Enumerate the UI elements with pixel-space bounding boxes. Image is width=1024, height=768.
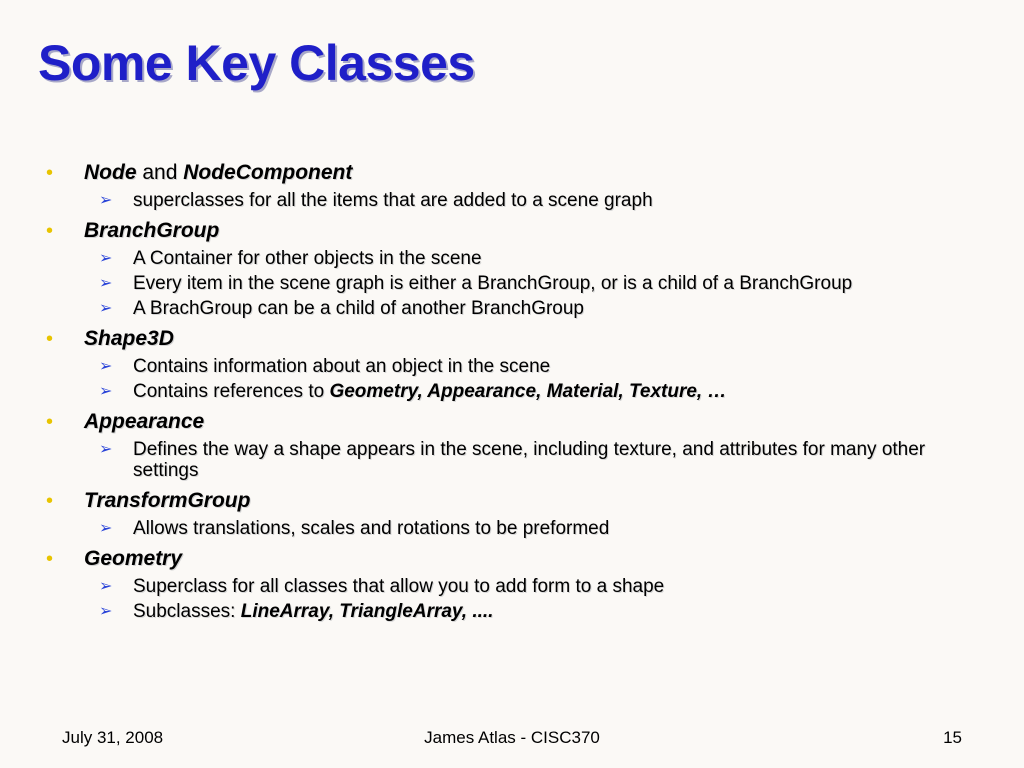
arrow-bullet-icon: ➢: [99, 250, 113, 267]
arrow-bullet-icon: ➢: [99, 275, 113, 292]
sub-bullet: [46, 248, 976, 269]
sub-bullet-text: Every item in the scene graph is either a BranchGroup, or is a child of a BranchGroup: [133, 273, 853, 294]
sub-bullet-emphasis: LineArray, TriangleArray, ....: [240, 601, 494, 622]
sub-bullet-text: Contains information about an object in the scene: [133, 356, 551, 377]
circle-bullet-icon: •: [46, 162, 54, 184]
sub-bullet: [46, 518, 976, 539]
arrow-bullet-icon: ➢: [99, 578, 113, 595]
arrow-bullet-icon: ➢: [99, 441, 113, 458]
footer-date: July 31, 2008: [62, 728, 164, 747]
footer-page-number: 15: [943, 728, 962, 747]
arrow-bullet-icon: ➢: [99, 300, 113, 317]
bullet-appearance: [46, 409, 976, 435]
sub-bullet-text: Allows translations, scales and rotations to be preformed: [133, 518, 610, 539]
circle-bullet-icon: •: [46, 411, 54, 433]
arrow-bullet-icon: ➢: [99, 520, 113, 537]
sub-bullet: [46, 298, 976, 319]
sub-bullet-text: Superclass for all classes that allow you to add form to a shape: [133, 576, 665, 597]
sub-bullet-text: A Container for other objects in the scene: [133, 248, 482, 269]
sub-bullet: [46, 356, 976, 377]
sub-bullet-text: Subclasses:: [133, 601, 241, 622]
bullet-shape3d: [46, 326, 976, 352]
arrow-bullet-icon: ➢: [99, 358, 113, 375]
bullet-node: [46, 160, 976, 186]
sub-bullet-text: Contains references to: [133, 381, 330, 402]
circle-bullet-icon: •: [46, 220, 54, 242]
arrow-bullet-icon: ➢: [99, 383, 113, 400]
footer-author: James Atlas - CISC370: [424, 728, 600, 747]
bullet-branchgroup: [46, 218, 976, 244]
bullet-head: BranchGroup: [84, 219, 220, 242]
slide-title: Some Key Classes: [38, 35, 475, 91]
bullet-join: and: [136, 161, 184, 184]
bullet-head: TransformGroup: [84, 489, 251, 512]
arrow-bullet-icon: ➢: [99, 603, 113, 620]
sub-bullet-text: A BrachGroup can be a child of another BranchGroup: [133, 298, 584, 319]
bullet-head: Appearance: [84, 410, 205, 433]
bullet-transformgroup: [46, 488, 976, 514]
sub-bullet: [46, 576, 976, 597]
bullet-head: Geometry: [84, 547, 183, 570]
sub-bullet: [46, 190, 976, 211]
sub-bullet: [46, 273, 976, 294]
sub-bullet-text: superclasses for all the items that are added to a scene graph: [133, 190, 653, 211]
arrow-bullet-icon: ➢: [99, 192, 113, 209]
sub-bullet: [46, 601, 976, 622]
bullet-geometry: [46, 546, 976, 572]
circle-bullet-icon: •: [46, 490, 54, 512]
bullet-head-2: NodeComponent: [183, 161, 353, 184]
circle-bullet-icon: •: [46, 328, 54, 350]
bullet-list: [46, 160, 976, 622]
circle-bullet-icon: •: [46, 548, 54, 570]
sub-bullet-text: Defines the way a shape appears in the scene, including texture, and attributes for many other settings: [133, 439, 926, 481]
sub-bullet: [46, 439, 976, 481]
sub-bullet-emphasis: Geometry, Appearance, Material, Texture, …: [329, 381, 727, 402]
bullet-head: Node: [84, 161, 137, 184]
bullet-head: Shape3D: [84, 327, 174, 350]
sub-bullet: [46, 381, 976, 402]
